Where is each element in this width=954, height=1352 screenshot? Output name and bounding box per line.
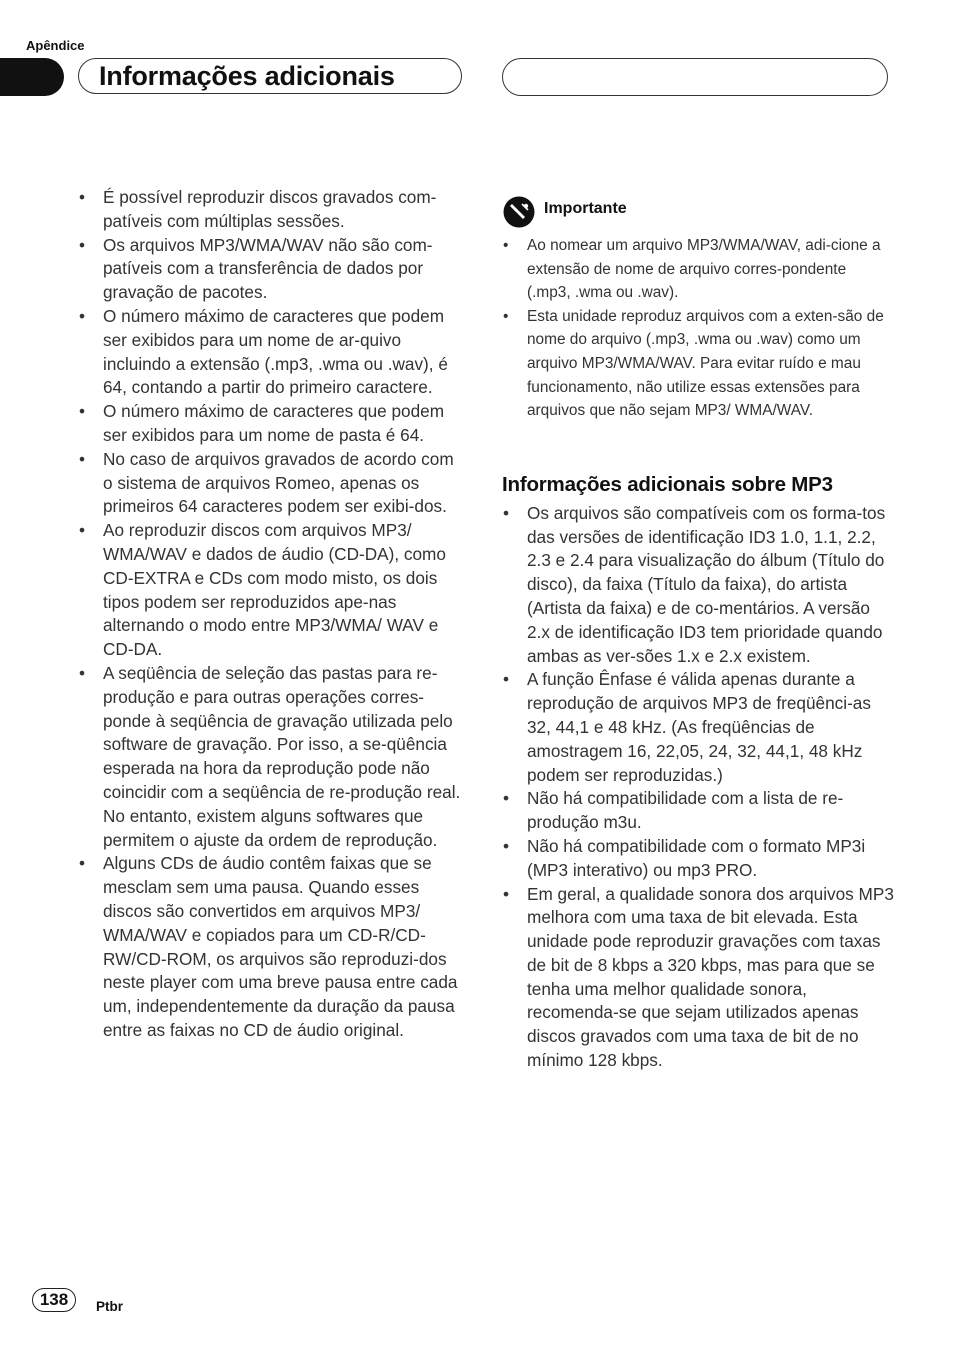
list-item: • Não há compatibilidade com o formato MP3i (MP3 interativo) ou mp3 PRO.	[502, 835, 894, 883]
list-item: • Ao reproduzir discos com arquivos MP3/ WMA/WAV e dados de áudio (CD-DA), como CD-EXTRA e CDs com modo misto, os dois tipos podem ser reproduzidos ape-nas alternando o modo entre MP3/WMA/ WAV e CD-DA.	[78, 519, 466, 662]
section-label: Apêndice	[26, 38, 85, 53]
page-number: 138	[32, 1288, 76, 1312]
important-heading	[502, 196, 894, 230]
list-item: • A função Ênfase é válida apenas durante a reprodução de arquivos MP3 de freqüênci-as 32, 44,1 e 48 kHz. (As freqüências de amostragem 16, 22,05, 24, 32, 44,1, 48 kHz podem ser reproduzidas.)	[502, 668, 894, 787]
list-item: • Não há compatibilidade com a lista de re-produção m3u.	[502, 787, 894, 835]
list-item: • Ao nomear um arquivo MP3/WMA/WAV, adi-cione a extensão de nome de arquivo corres-pondente (.mp3, .wma ou .wav).	[502, 234, 894, 305]
list-item: • Esta unidade reproduz arquivos com a exten-são de nome do arquivo (.mp3, .wma ou .wav) como um arquivo MP3/WMA/WAV. Para evitar ruído e mau funcionamento, não utilize essas extensões para arquivos que não sejam MP3/ WMA/WAV.	[502, 305, 894, 423]
page-title: Informações adicionais	[99, 61, 395, 91]
language-code: Ptbr	[96, 1299, 123, 1314]
empty-title-box	[502, 58, 888, 96]
list-item: • Alguns CDs de áudio contêm faixas que se mesclam sem uma pausa. Quando esses discos são convertidos em arquivos MP3/ WMA/WAV e copiados para um CD-R/CD-RW/CD-ROM, os arquivos são reproduzi-dos neste player com uma breve pausa entre cada um, independentemente da duração da pausa entre as faixas no CD de áudio original.	[78, 852, 466, 1042]
left-bullet-list	[78, 186, 466, 1043]
list-item: • O número máximo de caracteres que podem ser exibidos para um nome de ar-quivo incluindo a extensão (.mp3, .wma ou .wav), é 64, contando a partir do primeiro caractere.	[78, 305, 466, 400]
important-icon	[503, 196, 535, 228]
list-item: • Em geral, a qualidade sonora dos arquivos MP3 melhora com uma taxa de bit elevada. Esta unidade pode reproduzir gravações com taxas de bit de 8 kbps a 320 kbps, mas para que se tenha uma melhor qualidade sonora, recomenda-se que sejam utilizados apenas discos gravados com uma taxa de bit de no mínimo 128 kbps.	[502, 883, 894, 1073]
mp3-list	[502, 502, 894, 1073]
left-column	[78, 186, 466, 1043]
list-item: • Os arquivos são compatíveis com os forma-tos das versões de identificação ID3 1.0, 1.1, 2.2, 2.3 e 2.4 para visualização do álbum (Título do disco), da faixa (Título da faixa), do artista (Artista da faixa) e de co-mentários. A versão 2.x de identificação ID3 tem prioridade quando ambas as ver-sões 1.x e 2.x existem.	[502, 502, 894, 669]
list-item: • A seqüência de seleção das pastas para re-produção e para outras operações corres-ponde à seqüência de gravação utilizada pelo software de gravação. Por isso, a se-qüência esperada na hora da reprodução pode não coincidir com a seqüência de re-produção real. No entanto, existem alguns softwares que permitem o ajuste da ordem de reprodução.	[78, 662, 466, 852]
list-item: • Os arquivos MP3/WMA/WAV não são com-patíveis com a transferência de dados por gravação de pacotes.	[78, 234, 466, 305]
important-list	[502, 234, 894, 423]
list-item: • O número máximo de caracteres que podem ser exibidos para um nome de pasta é 64.	[78, 400, 466, 448]
section-tab-marker	[0, 58, 64, 96]
title-box	[78, 58, 462, 94]
important-label: Importante	[544, 200, 627, 217]
right-column	[502, 196, 894, 1073]
mp3-section-heading: Informações adicionais sobre MP3	[502, 472, 833, 496]
list-item: • No caso de arquivos gravados de acordo com o sistema de arquivos Romeo, apenas os primeiros 64 caracteres podem ser exibi-dos.	[78, 448, 466, 519]
list-item: • É possível reproduzir discos gravados com-patíveis com múltiplas sessões.	[78, 186, 466, 234]
